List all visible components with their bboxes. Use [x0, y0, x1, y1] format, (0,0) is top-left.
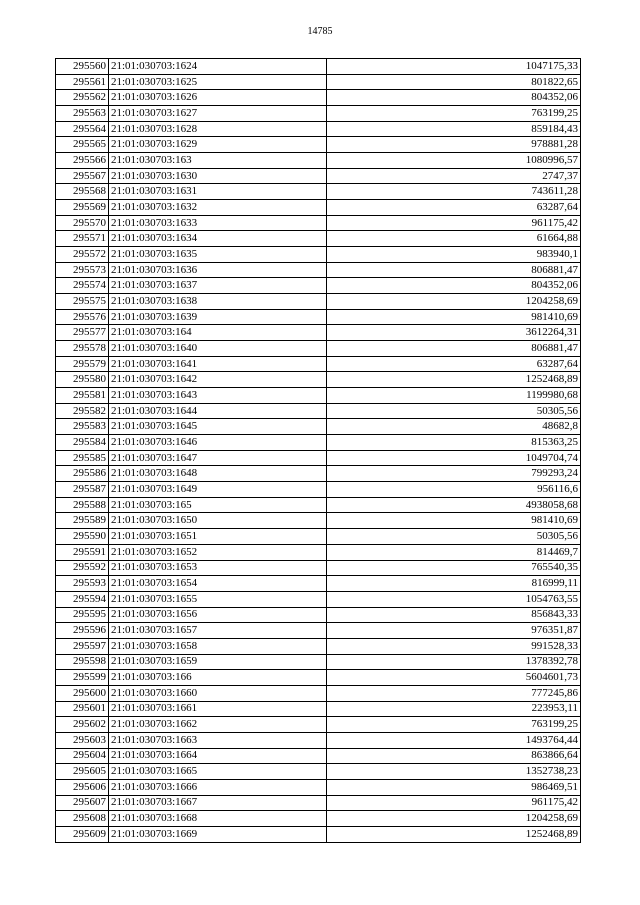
row-number-cell: 295603: [56, 732, 109, 748]
cadastral-number-cell: 21:01:030703:1636: [109, 262, 327, 278]
table-row: [56, 153, 581, 169]
cadastral-value-cell: 978881,28: [327, 137, 581, 153]
row-number-cell: 295583: [56, 419, 109, 435]
table-row: [56, 106, 581, 122]
row-number-cell: 295608: [56, 811, 109, 827]
cadastral-value-cell: 983940,1: [327, 247, 581, 263]
table-row: [56, 215, 581, 231]
table-row: [56, 482, 581, 498]
table-row: [56, 309, 581, 325]
cadastral-number-cell: 21:01:030703:1655: [109, 591, 327, 607]
cadastral-value-cell: 1080996,57: [327, 153, 581, 169]
table-row: [56, 732, 581, 748]
cadastral-value-cell: 981410,69: [327, 309, 581, 325]
table-row: [56, 74, 581, 90]
cadastral-value-cell: 4938058,68: [327, 497, 581, 513]
table-row: [56, 247, 581, 263]
table-row: [56, 325, 581, 341]
cadastral-value-cell: 1493764,44: [327, 732, 581, 748]
cadastral-value-cell: 799293,24: [327, 466, 581, 482]
cadastral-value-cell: 986469,51: [327, 779, 581, 795]
row-number-cell: 295599: [56, 670, 109, 686]
table-row: [56, 388, 581, 404]
table-row: [56, 513, 581, 529]
table-row: [56, 717, 581, 733]
cadastral-number-cell: 21:01:030703:1662: [109, 717, 327, 733]
row-number-cell: 295580: [56, 372, 109, 388]
cadastral-number-cell: 21:01:030703:1648: [109, 466, 327, 482]
table-body: [56, 59, 581, 843]
row-number-cell: 295606: [56, 779, 109, 795]
cadastral-value-cell: 804352,06: [327, 90, 581, 106]
cadastral-value-cell: 1049704,74: [327, 450, 581, 466]
cadastral-value-cell: 223953,11: [327, 701, 581, 717]
cadastral-number-cell: 21:01:030703:1647: [109, 450, 327, 466]
cadastral-number-cell: 21:01:030703:1628: [109, 121, 327, 137]
cadastral-value-cell: 50305,56: [327, 403, 581, 419]
cadastral-number-cell: 21:01:030703:1646: [109, 435, 327, 451]
row-number-cell: 295575: [56, 294, 109, 310]
row-number-cell: 295602: [56, 717, 109, 733]
cadastral-number-cell: 21:01:030703:1631: [109, 184, 327, 200]
cadastral-value-cell: 50305,56: [327, 529, 581, 545]
cadastral-value-cell: 763199,25: [327, 106, 581, 122]
row-number-cell: 295588: [56, 497, 109, 513]
table-row: [56, 795, 581, 811]
table-row: [56, 560, 581, 576]
row-number-cell: 295579: [56, 356, 109, 372]
cadastral-number-cell: 21:01:030703:1661: [109, 701, 327, 717]
table-row: [56, 748, 581, 764]
row-number-cell: 295587: [56, 482, 109, 498]
cadastral-value-cell: 816999,11: [327, 576, 581, 592]
table-row: [56, 701, 581, 717]
table-row: [56, 529, 581, 545]
row-number-cell: 295593: [56, 576, 109, 592]
cadastral-number-cell: 21:01:030703:1669: [109, 826, 327, 842]
row-number-cell: 295586: [56, 466, 109, 482]
row-number-cell: 295568: [56, 184, 109, 200]
cadastral-value-cell: 63287,64: [327, 356, 581, 372]
cadastral-value-cell: 765540,35: [327, 560, 581, 576]
table-row: [56, 90, 581, 106]
row-number-cell: 295563: [56, 106, 109, 122]
cadastral-number-cell: 21:01:030703:1639: [109, 309, 327, 325]
table-row: [56, 231, 581, 247]
cadastral-value-cell: 806881,47: [327, 341, 581, 357]
cadastral-number-cell: 21:01:030703:1652: [109, 544, 327, 560]
cadastral-value-cell: 976351,87: [327, 623, 581, 639]
cadastral-value-cell: 961175,42: [327, 215, 581, 231]
cadastral-number-cell: 21:01:030703:1665: [109, 764, 327, 780]
row-number-cell: 295605: [56, 764, 109, 780]
cadastral-number-cell: 21:01:030703:1642: [109, 372, 327, 388]
table-row: [56, 811, 581, 827]
row-number-cell: 295604: [56, 748, 109, 764]
row-number-cell: 295601: [56, 701, 109, 717]
cadastral-value-cell: 763199,25: [327, 717, 581, 733]
row-number-cell: 295577: [56, 325, 109, 341]
cadastral-number-cell: 21:01:030703:1640: [109, 341, 327, 357]
row-number-cell: 295581: [56, 388, 109, 404]
cadastral-number-cell: 21:01:030703:1632: [109, 200, 327, 216]
row-number-cell: 295570: [56, 215, 109, 231]
row-number-cell: 295584: [56, 435, 109, 451]
cadastral-value-cell: 801822,65: [327, 74, 581, 90]
table-row: [56, 497, 581, 513]
table-row: [56, 278, 581, 294]
table-row: [56, 168, 581, 184]
row-number-cell: 295594: [56, 591, 109, 607]
row-number-cell: 295562: [56, 90, 109, 106]
cadastral-number-cell: 21:01:030703:1644: [109, 403, 327, 419]
row-number-cell: 295571: [56, 231, 109, 247]
row-number-cell: 295561: [56, 74, 109, 90]
cadastral-value-cell: 1047175,33: [327, 59, 581, 75]
table-row: [56, 200, 581, 216]
cadastral-number-cell: 21:01:030703:164: [109, 325, 327, 341]
cadastral-number-cell: 21:01:030703:1663: [109, 732, 327, 748]
cadastral-value-cell: 1204258,69: [327, 294, 581, 310]
cadastral-number-cell: 21:01:030703:1654: [109, 576, 327, 592]
cadastral-value-cell: 1199980,68: [327, 388, 581, 404]
table-row: [56, 137, 581, 153]
cadastral-number-cell: 21:01:030703:1634: [109, 231, 327, 247]
row-number-cell: 295595: [56, 607, 109, 623]
cadastral-value-cell: 981410,69: [327, 513, 581, 529]
cadastral-number-cell: 21:01:030703:1653: [109, 560, 327, 576]
cadastral-number-cell: 21:01:030703:1630: [109, 168, 327, 184]
row-number-cell: 295569: [56, 200, 109, 216]
cadastral-number-cell: 21:01:030703:1643: [109, 388, 327, 404]
cadastral-value-cell: 48682,8: [327, 419, 581, 435]
row-number-cell: 295560: [56, 59, 109, 75]
cadastral-number-cell: 21:01:030703:166: [109, 670, 327, 686]
cadastral-number-cell: 21:01:030703:1659: [109, 654, 327, 670]
cadastral-number-cell: 21:01:030703:1656: [109, 607, 327, 623]
row-number-cell: 295607: [56, 795, 109, 811]
cadastral-value-cell: 859184,43: [327, 121, 581, 137]
row-number-cell: 295564: [56, 121, 109, 137]
cadastral-number-cell: 21:01:030703:1638: [109, 294, 327, 310]
table-row: [56, 654, 581, 670]
cadastral-value-cell: 815363,25: [327, 435, 581, 451]
table-row: [56, 372, 581, 388]
table-row: [56, 591, 581, 607]
row-number-cell: 295572: [56, 247, 109, 263]
cadastral-value-cell: 863866,64: [327, 748, 581, 764]
table-row: [56, 262, 581, 278]
row-number-cell: 295589: [56, 513, 109, 529]
cadastral-number-cell: 21:01:030703:1650: [109, 513, 327, 529]
table-row: [56, 544, 581, 560]
cadastral-number-cell: 21:01:030703:1664: [109, 748, 327, 764]
table-row: [56, 184, 581, 200]
row-number-cell: 295609: [56, 826, 109, 842]
cadastral-number-cell: 21:01:030703:1651: [109, 529, 327, 545]
row-number-cell: 295592: [56, 560, 109, 576]
cadastral-value-cell: 1054763,55: [327, 591, 581, 607]
row-number-cell: 295567: [56, 168, 109, 184]
cadastral-number-cell: 21:01:030703:1633: [109, 215, 327, 231]
table-row: [56, 450, 581, 466]
page-number: 14785: [307, 26, 333, 37]
cadastral-number-cell: 21:01:030703:1641: [109, 356, 327, 372]
cadastral-number-cell: 21:01:030703:1637: [109, 278, 327, 294]
row-number-cell: 295566: [56, 153, 109, 169]
cadastral-number-cell: 21:01:030703:1626: [109, 90, 327, 106]
table-row: [56, 356, 581, 372]
cadastral-number-cell: 21:01:030703:1666: [109, 779, 327, 795]
table-row: [56, 403, 581, 419]
cadastral-number-cell: 21:01:030703:1660: [109, 685, 327, 701]
cadastral-number-cell: 21:01:030703:1635: [109, 247, 327, 263]
row-number-cell: 295596: [56, 623, 109, 639]
row-number-cell: 295582: [56, 403, 109, 419]
cadastral-number-cell: 21:01:030703:165: [109, 497, 327, 513]
cadastral-value-cell: 956116,6: [327, 482, 581, 498]
row-number-cell: 295574: [56, 278, 109, 294]
cadastral-number-cell: 21:01:030703:1645: [109, 419, 327, 435]
table-row: [56, 607, 581, 623]
table-row: [56, 638, 581, 654]
table-row: [56, 59, 581, 75]
cadastral-number-cell: 21:01:030703:1657: [109, 623, 327, 639]
cadastral-number-cell: 21:01:030703:1627: [109, 106, 327, 122]
table-row: [56, 121, 581, 137]
cadastral-value-cell: 61664,88: [327, 231, 581, 247]
cadastral-value-cell: 961175,42: [327, 795, 581, 811]
cadastral-number-cell: 21:01:030703:1625: [109, 74, 327, 90]
cadastral-value-cell: 3612264,31: [327, 325, 581, 341]
cadastral-value-cell: 2747,37: [327, 168, 581, 184]
cadastral-value-cell: 743611,28: [327, 184, 581, 200]
cadastral-number-cell: 21:01:030703:1668: [109, 811, 327, 827]
cadastral-value-cell: 856843,33: [327, 607, 581, 623]
row-number-cell: 295597: [56, 638, 109, 654]
table-row: [56, 341, 581, 357]
cadastral-value-cell: 1204258,69: [327, 811, 581, 827]
table-row: [56, 576, 581, 592]
cadastral-number-cell: 21:01:030703:1658: [109, 638, 327, 654]
table-row: [56, 826, 581, 842]
cadastral-value-cell: 806881,47: [327, 262, 581, 278]
cadastral-value-cell: 814469,7: [327, 544, 581, 560]
table-row: [56, 623, 581, 639]
cadastral-value-cell: 5604601,73: [327, 670, 581, 686]
cadastral-number-cell: 21:01:030703:163: [109, 153, 327, 169]
row-number-cell: 295600: [56, 685, 109, 701]
cadastral-value-cell: 63287,64: [327, 200, 581, 216]
row-number-cell: 295590: [56, 529, 109, 545]
table-row: [56, 435, 581, 451]
row-number-cell: 295576: [56, 309, 109, 325]
cadastral-number-cell: 21:01:030703:1624: [109, 59, 327, 75]
cadastral-value-cell: 804352,06: [327, 278, 581, 294]
table-row: [56, 466, 581, 482]
row-number-cell: 295591: [56, 544, 109, 560]
cadastral-value-cell: 1352738,23: [327, 764, 581, 780]
row-number-cell: 295578: [56, 341, 109, 357]
row-number-cell: 295598: [56, 654, 109, 670]
table-row: [56, 685, 581, 701]
row-number-cell: 295565: [56, 137, 109, 153]
cadastral-value-cell: 777245,86: [327, 685, 581, 701]
cadastral-value-cell: 1252468,89: [327, 372, 581, 388]
cadastral-number-cell: 21:01:030703:1629: [109, 137, 327, 153]
cadastral-value-table: [55, 58, 581, 843]
table-row: [56, 670, 581, 686]
table-row: [56, 294, 581, 310]
row-number-cell: 295573: [56, 262, 109, 278]
table-row: [56, 764, 581, 780]
table-row: [56, 779, 581, 795]
cadastral-value-cell: 1252468,89: [327, 826, 581, 842]
row-number-cell: 295585: [56, 450, 109, 466]
table-row: [56, 419, 581, 435]
cadastral-value-cell: 1378392,78: [327, 654, 581, 670]
cadastral-number-cell: 21:01:030703:1649: [109, 482, 327, 498]
cadastral-value-cell: 991528,33: [327, 638, 581, 654]
cadastral-number-cell: 21:01:030703:1667: [109, 795, 327, 811]
